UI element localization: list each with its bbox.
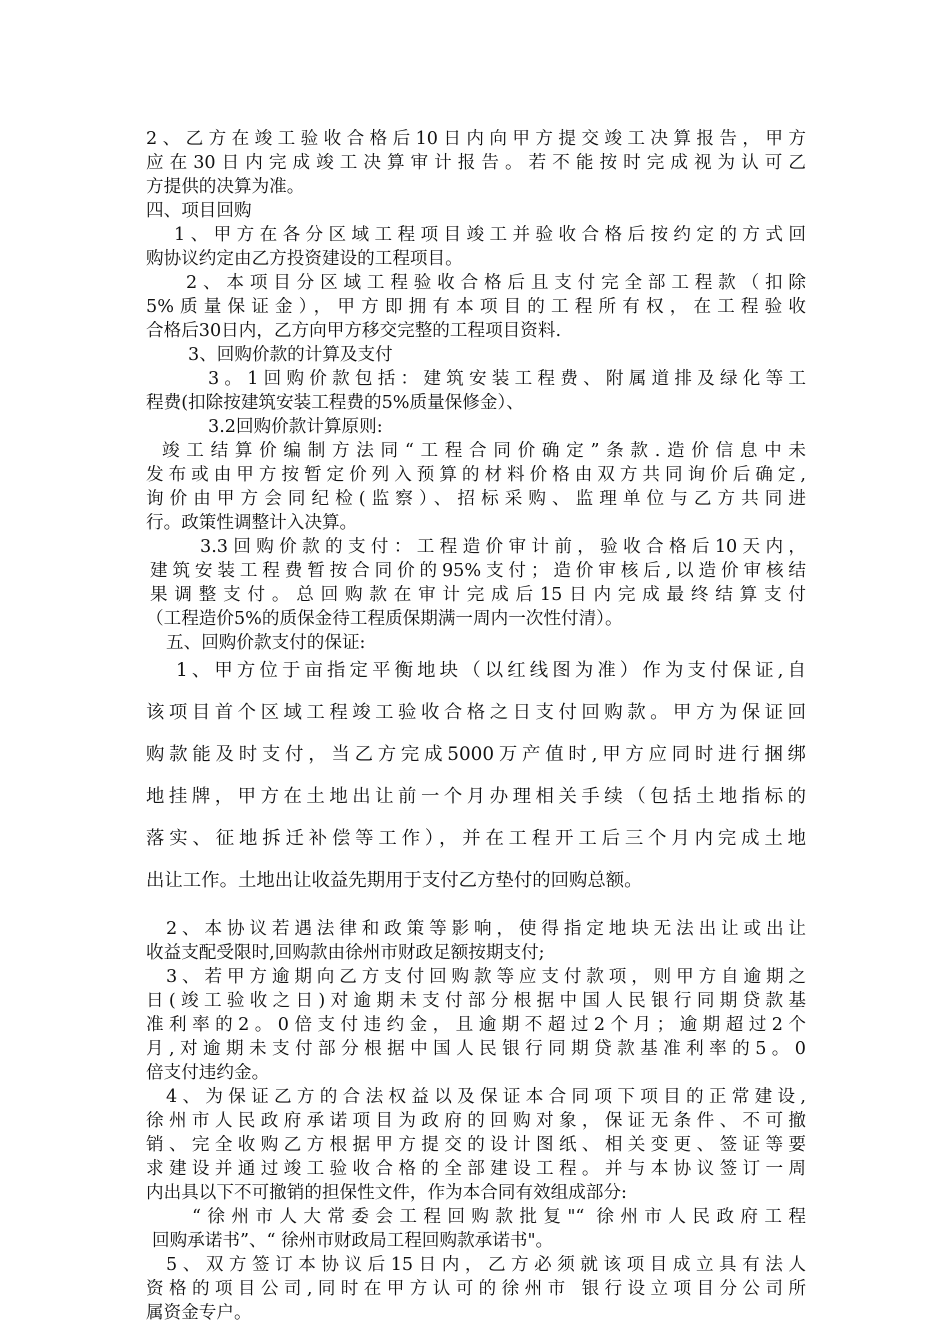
text-line: （工程造价5%的质保金待工程质保期满一周内一次性付清）。 <box>146 609 623 629</box>
text-line: 出让工作。土地出让收益先期用于支付乙方垫付的回购总额。 <box>146 870 643 891</box>
text-line: 月,对逾期未支付部分根据中国人民银行同期贷款基准利率的5。0 <box>146 1039 806 1059</box>
text-line: 1、甲方在各分区域工程项目竣工并验收合格后按约定的方式回 <box>174 225 806 245</box>
text-line: 回购承诺书”、“ 徐州市财政局工程回购款承诺书"。 <box>152 1231 554 1251</box>
text-line: 地挂牌，甲方在土地出让前一个月办理相关手续（包括土地指标的 <box>146 786 806 807</box>
text-line: 询价由甲方会同纪检(监察）、招标采购、监理单位与乙方共同进 <box>146 489 806 509</box>
text-line: 行。政策性调整计入决算。 <box>146 513 358 533</box>
text-line: 3。1回购价款包括：建筑安装工程费、附属道排及绿化等工 <box>208 369 806 389</box>
text-line: 日(竣工验收之日)对逾期未支付部分根据中国人民银行同期贷款基 <box>146 991 806 1011</box>
text-line: 收益支配受限时,回购款由徐州市财政足额按期支付; <box>146 943 545 963</box>
text-line: 5、双方签订本协议后15日内，乙方必须就该项目成立具有法人 <box>166 1255 806 1275</box>
text-line: 准利率的2。0倍支付违约金，且逾期不超过2个月；逾期超过2个 <box>146 1015 806 1035</box>
text-line: 5%质量保证金），甲方即拥有本项目的工程所有权，在工程验收 <box>146 297 806 317</box>
text-line: 4、为保证乙方的合法权益以及保证本合同项下项目的正常建设, <box>166 1087 806 1107</box>
text-line: 五、回购价款支付的保证: <box>166 633 366 653</box>
text-line: 2、本协议若遇法律和政策等影响，使得指定地块无法出让或出让 <box>166 919 806 939</box>
text-line: 果调整支付。总回购款在审计完成后15日内完成最终结算支付 <box>150 585 806 605</box>
text-line: 合格后30日内，乙方向甲方移交完整的工程项目资料. <box>146 321 562 341</box>
text-line: 销、完全收购乙方根据甲方提交的设计图纸、相关变更、签证等要 <box>146 1135 806 1155</box>
text-line: 购款能及时支付，当乙方完成5000万产值时,甲方应同时进行捆绑 <box>146 744 806 765</box>
text-line: 发布或由甲方按暂定价列入预算的材料价格由双方共同询价后确定, <box>146 465 806 485</box>
text-line: 倍支付违约金。 <box>146 1063 270 1083</box>
text-line: 3.2回购价款计算原则: <box>208 417 383 437</box>
text-line: 落实、征地拆迁补偿等工作），并在工程开工后三个月内完成土地 <box>146 828 806 849</box>
text-line: 应在30日内完成竣工决算审计报告。若不能按时完成视为认可乙 <box>146 153 806 173</box>
text-line: 方提供的决算为准。 <box>146 177 305 197</box>
text-line: 1、甲方位于亩指定平衡地块（以红线图为准）作为支付保证,自 <box>176 660 806 681</box>
text-line: 购协议约定由乙方投资建设的工程项目。 <box>146 249 463 269</box>
text-line: “徐州市人大常委会工程回购款批复"“ 徐州市人民政府工程 <box>192 1207 806 1227</box>
text-line: 建筑安装工程费暂按合同价的95%支付；造价审核后,以造价审核结 <box>150 561 806 581</box>
text-line: 3、若甲方逾期向乙方支付回购款等应支付款项，则甲方自逾期之 <box>166 967 806 987</box>
text-line: 四、项目回购 <box>146 201 252 221</box>
text-line: 3.3回购价款的支付：工程造价审计前，验收合格后10天内， <box>200 537 806 557</box>
text-line: 内出具以下不可撤销的担保性文件，作为本合同有效组成部分: <box>146 1183 627 1203</box>
text-line: 资格的项目公司,同时在甲方认可的徐州市 银行设立项目分公司所 <box>146 1279 806 1299</box>
text-line: 属资金专户。 <box>146 1303 252 1323</box>
text-line: 2、乙方在竣工验收合格后10日内向甲方提交竣工决算报告，甲方 <box>146 129 806 149</box>
text-line: 求建设并通过竣工验收合格的全部建设工程。并与本协议签订一周 <box>146 1159 806 1179</box>
text-line: 2、本项目分区域工程验收合格后且支付完全部工程款（扣除 <box>186 273 806 293</box>
text-line: 竣工结算价编制方法同“工程合同价确定”条款.造价信息中未 <box>162 441 806 461</box>
text-line: 该项目首个区域工程竣工验收合格之日支付回购款。甲方为保证回 <box>146 702 806 723</box>
text-line: 徐州市人民政府承诺项目为政府的回购对象，保证无条件、不可撤 <box>146 1111 806 1131</box>
text-line: 程费(扣除按建筑安装工程费的5%质量保修金）、 <box>146 393 524 413</box>
text-line: 3、回购价款的计算及支付 <box>188 345 393 365</box>
